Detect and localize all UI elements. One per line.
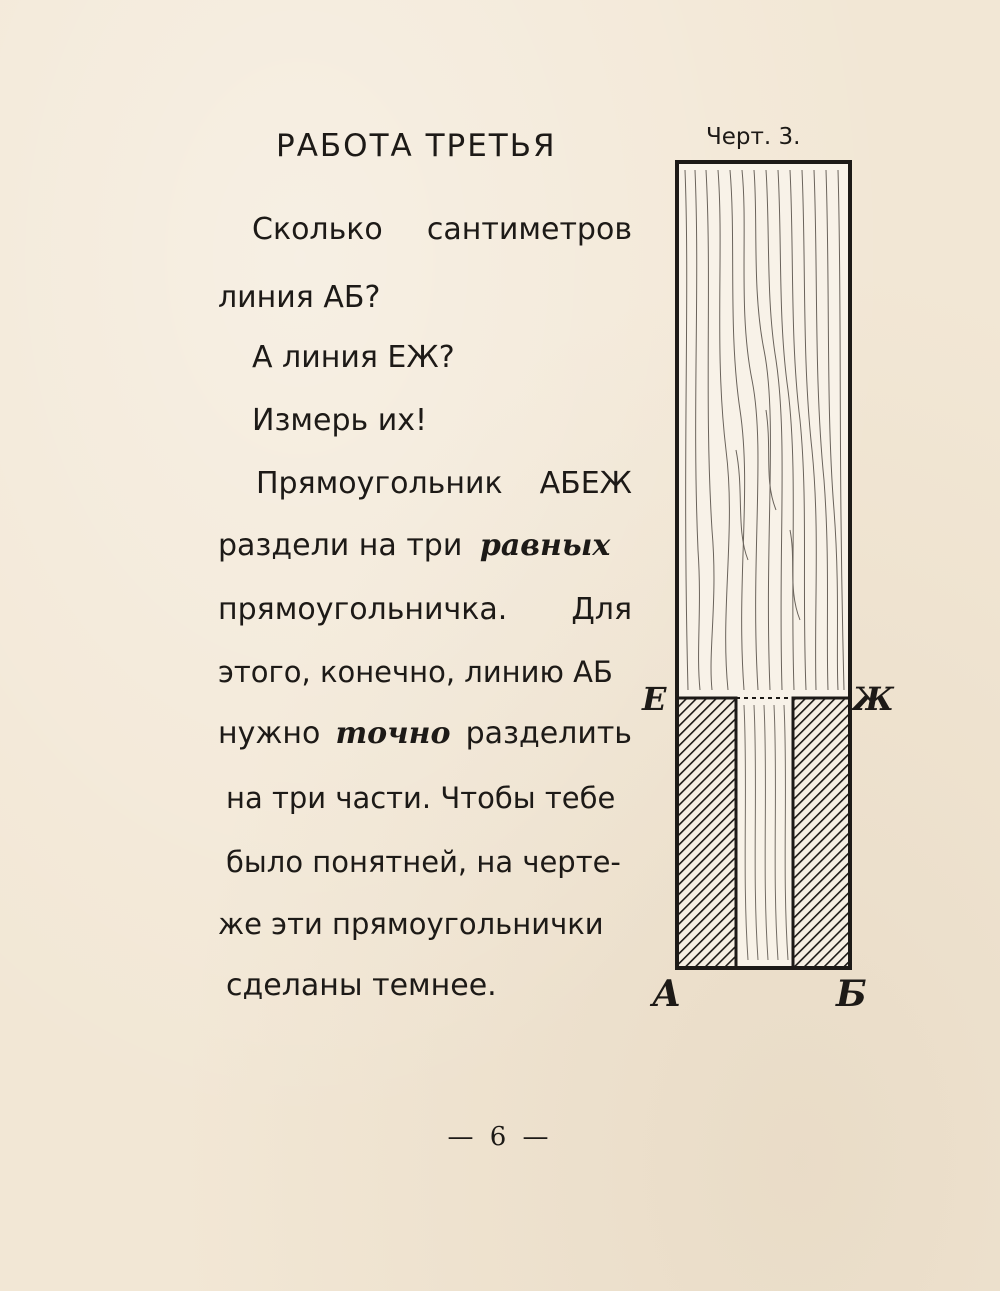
text-fragment: нужно xyxy=(218,716,321,751)
figure-caption: Черт. 3. xyxy=(706,124,801,150)
hatched-rectangle-right xyxy=(793,698,850,968)
text-fragment: прямоугольничка. xyxy=(218,592,508,627)
point-label-zh: Ж xyxy=(852,680,894,718)
text-line-4: Измерь их! xyxy=(252,403,428,438)
text-line-8: этого, конечно, линию АБ xyxy=(218,655,613,689)
emphasis-word: равных xyxy=(479,528,611,563)
rectangle-drawing xyxy=(640,150,920,1020)
text-line-11: было понятней, на черте- xyxy=(226,845,621,879)
text-line-3: А линия ЕЖ? xyxy=(252,340,455,375)
text-line-13: сделаны темнее. xyxy=(226,968,497,1003)
text-line-2: линия АБ? xyxy=(218,280,381,315)
point-label-a: А xyxy=(652,973,682,1015)
section-title: РАБОТА ТРЕТЬЯ xyxy=(276,128,557,164)
text-word: Сколько xyxy=(252,212,383,247)
point-label-b: Б xyxy=(836,973,867,1015)
page-number: — 6 — xyxy=(447,1122,553,1152)
text-line-9 xyxy=(218,716,632,752)
text-line-10: на три части. Чтобы тебе xyxy=(226,781,616,815)
text-line-7 xyxy=(218,592,632,628)
text-fragment: Для xyxy=(571,592,632,627)
emphasis-word: точно xyxy=(335,716,451,751)
hatched-rectangle-left xyxy=(677,698,736,968)
text-line-12: же эти прямоугольнички xyxy=(218,907,604,941)
text-fragment: разделить xyxy=(465,716,632,751)
text-line-6 xyxy=(218,528,610,564)
text-word: сантиметров xyxy=(426,212,632,247)
text-line-5: Прямоугольник АБЕЖ xyxy=(256,466,632,501)
text-line-1 xyxy=(252,212,632,248)
point-label-e: Е xyxy=(642,680,667,718)
text-fragment: раздели на три xyxy=(218,528,463,563)
